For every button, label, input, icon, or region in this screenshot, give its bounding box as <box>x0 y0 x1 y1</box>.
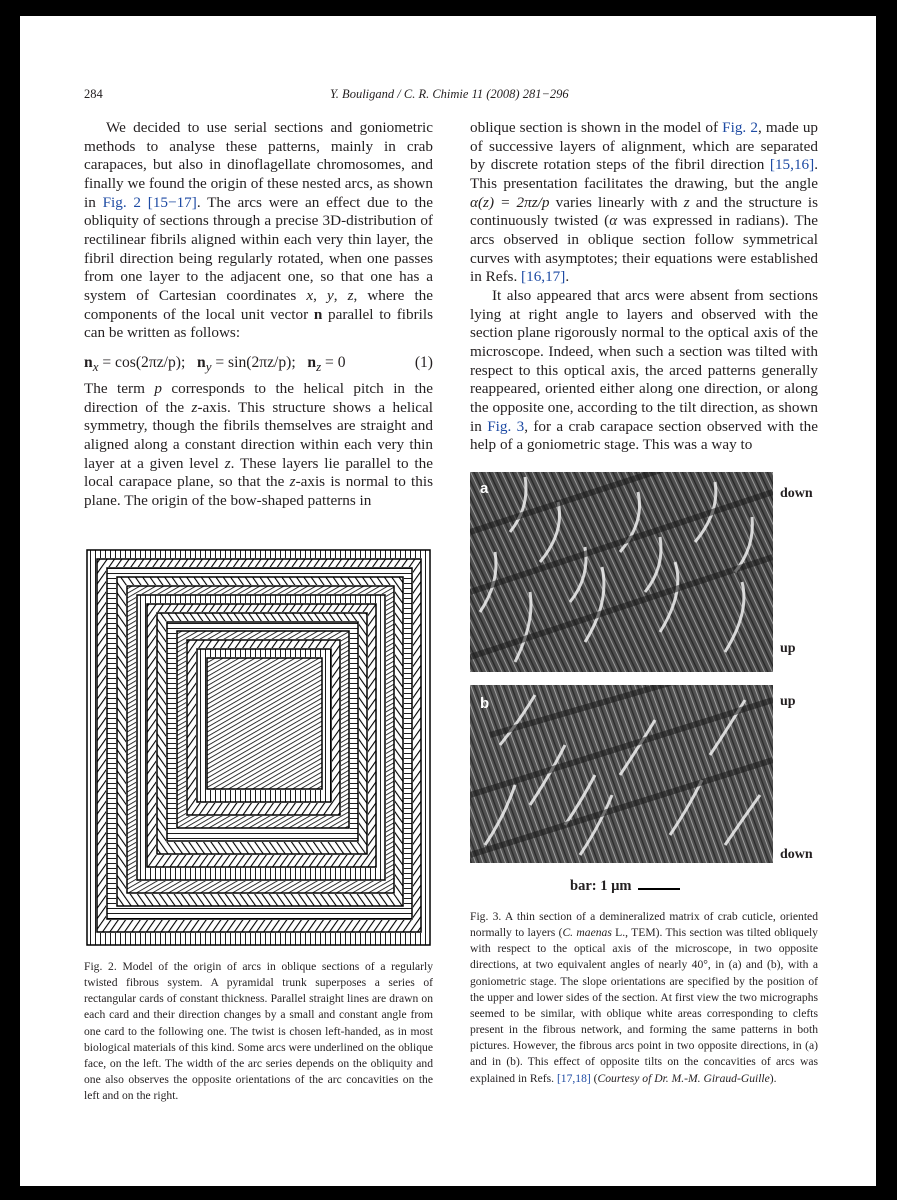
right-column <box>470 119 818 455</box>
panel-a-bottom-side: up <box>780 641 796 656</box>
page-number: 284 <box>84 87 103 101</box>
running-title: Y. Bouligand / C. R. Chimie 11 (2008) 281−296 <box>330 87 569 101</box>
panel-a-label: a <box>480 480 489 497</box>
figure-2-caption: Fig. 2. Model of the origin of arcs in oblique sections of a regularly twisted fibrous system. A pyramidal trunk superposes a series of rectangular cards of constant thickness. Parallel straight lines are drawn on each card and their direction changes by a small and constant angle from one card to the following one. The twist is chosen left-handed, as in most biological materials of this kind. Some arcs were underlined on the oblique face, on the left. The width of the arc series depends on the obliquity and one also observes the opposite orientations of the arc concavities on the left and on the right. <box>84 960 433 1103</box>
left-column <box>84 119 433 510</box>
panel-b-bottom-side: down <box>780 847 813 862</box>
micrograph-b <box>470 685 773 885</box>
left-paragraph-2: The term p corresponds to the helical pitch in the direction of the z-axis. This structure shows a helical symmetry, though the fibrils themselves are straight and aligned along a constant direction within each very thin layer at a given level z. These layers lie parallel to the local carapace plane, so that the z-axis is normal to this plane. The origin of the bow-shaped patterns in <box>84 379 434 509</box>
panel-b-label: b <box>480 695 490 712</box>
right-paragraph-2: It also appeared that arcs were absent from sections lying at right angle to layers and observed with the section plane rigorously normal to the optical axis of the microscope. Indeed, when such a section was tilted with respect to this optical axis, the arced patterns generally reappeared, oriented either along one direction, or along the opposite one, according to the tilt direction, as shown in Fig. 3, for a crab carapace section observed with the help of a goniometric stage. This was a way to <box>470 286 818 454</box>
micrograph-a <box>470 472 773 672</box>
equation-1: $n_x = \cos(2\pi z/p)$; $n_y = \sin(2\pi z/p)$; $n_z = 0$ (1) <box>84 347 433 378</box>
panel-b-top-side: up <box>780 694 796 709</box>
scale-bar-line <box>638 888 680 890</box>
micrograph-a-image <box>470 472 773 672</box>
right-paragraph-1: oblique section is shown in the model of Fig. 2, made up of successive layers of alignment, which are separated by discrete rotation steps of the fibril direction [15,16]. This presentation facilitates the drawing, but the angle α(z) = 2πz/p varies linearly with z and the structure is continuously twisted (α was expressed in radians). The arcs observed in oblique section follow symmetrical curves with asymptotes; their equations were established in Refs. [16,17]. <box>470 119 819 286</box>
panel-a-top-side: down <box>780 486 813 501</box>
ref-15-16-link[interactable]: [15,16] <box>769 156 815 174</box>
fig2-ref-link[interactable]: Fig. 2 [15−17] <box>102 193 197 211</box>
fig3-ref-link[interactable]: Fig. 3 <box>487 417 525 435</box>
paper-page <box>20 16 876 1186</box>
fig2-ref-link-2[interactable]: Fig. 2 <box>722 119 758 136</box>
ref-17-18-link[interactable]: [17,18] <box>556 1071 591 1085</box>
figure-2-pyramid-model <box>85 548 432 947</box>
scale-bar-label: bar: 1 µm <box>570 878 632 894</box>
left-paragraph-1: We decided to use serial sections and goniometric methods to analyse these patterns, mainly in crab carapaces, but also in dinoflagellate chromosomes, and finally we found the origin of these nested arcs, as shown in Fig. 2 [15−17]. The arcs were an effect due to the obliquity of sections through a precise 3D-distribution of rectilinear fibrils aligned within each very thin layer, the fibril direction being regularly rotated, when one passes from one layer to the adjacent one, so that one has a system of Cartesian coordinates x, y, z, where the components of the local unit vector n parallel to fibrils can be written as follows: <box>84 119 434 342</box>
model-top-card <box>207 658 322 789</box>
figure-3-caption: Fig. 3. A thin section of a demineralized matrix of crab cuticle, oriented normally to layers (C. maenas L., TEM). This section was tilted obliquely with respect to the optical axis of the microscope, in two opposite directions, at two equivalent angles of nearly 40°, in (a) and (b), with a goniometric stage. The slope orientations are specified by the position of the upper and lower sides of the section. At first view the two micrographs seemed to be similar, with oblique white areas corresponding to clefts present in the fibrous network, and forming the same patterns in both pictures. However, the fibrous arcs point in two opposite directions, in (a) and in (b). This effect of opposite tilts on the concavities of arcs was explained in Refs. [17,18] (Courtesy of Dr. M.-M. Giraud-Guille). <box>470 910 818 1085</box>
ref-16-17-link[interactable]: [16,17] <box>521 268 566 286</box>
pyramid-model-drawing <box>85 548 432 947</box>
micrograph-b-image <box>470 685 773 863</box>
equation-number: (1) <box>414 353 433 371</box>
